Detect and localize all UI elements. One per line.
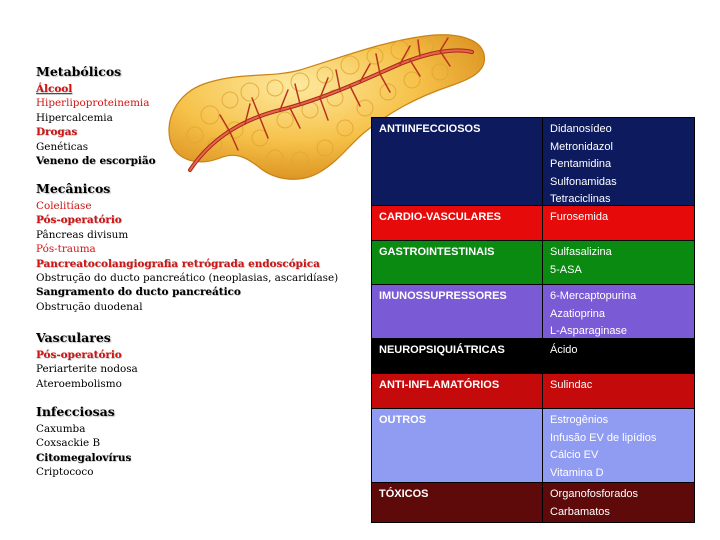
metabolic-group — [36, 64, 156, 168]
drug-name: Organofosforados — [550, 488, 639, 500]
drug-list — [550, 342, 690, 360]
drug-table-row — [372, 206, 694, 241]
drug-category: IMUNOSSUPRESSORES — [379, 290, 507, 302]
vascular-group — [36, 330, 138, 391]
cause-item: Obstrução duodenal — [36, 300, 143, 313]
drug-list — [550, 209, 690, 227]
drug-list — [550, 486, 690, 521]
drug-name: Infusão EV de lipídios — [550, 431, 657, 444]
column-divider — [542, 339, 543, 373]
column-divider — [542, 285, 543, 338]
cause-item: Pós-operatório — [36, 214, 122, 227]
column-divider — [542, 374, 543, 408]
cause-item: Criptococo — [36, 466, 94, 479]
drug-table-row — [372, 118, 694, 206]
drug-name: Cálcio EV — [550, 449, 599, 461]
drug-table-row — [372, 409, 694, 483]
drug-list — [550, 121, 690, 209]
drug-name: Tetraciclinas — [550, 193, 611, 205]
cause-item: Drogas — [36, 126, 78, 139]
metabolic-heading: Metabólicos — [36, 64, 122, 79]
drug-list — [550, 412, 690, 482]
column-divider — [542, 409, 543, 482]
mechanical-heading: Mecânicos — [36, 181, 111, 196]
vascular-heading: Vasculares — [36, 330, 111, 345]
cause-item: Sangramento do ducto pancreático — [36, 286, 241, 299]
cause-item: Colelitíase — [36, 200, 92, 212]
drug-name: L-Asparaginase — [550, 325, 628, 337]
cause-item: Pós-trauma — [36, 243, 96, 256]
drug-list — [550, 244, 690, 279]
drug-table-row — [372, 241, 694, 285]
drug-name: 5-ASA — [550, 263, 582, 276]
drug-category: GASTROINTESTINAIS — [379, 246, 495, 258]
cause-item: Pâncreas divisum — [36, 228, 129, 241]
cause-item: Hipercalcemia — [36, 111, 113, 124]
column-divider — [542, 118, 543, 205]
cause-item: Álcool — [36, 83, 73, 95]
mechanical-group — [36, 181, 338, 314]
cause-item: Citomegalovírus — [36, 451, 132, 464]
drug-name: Vitamina D — [550, 466, 604, 479]
drug-category: TÓXICOS — [379, 488, 429, 500]
drug-table-row — [372, 339, 694, 374]
drug-list — [550, 288, 690, 341]
drug-category: CARDIO-VASCULARES — [379, 211, 502, 223]
drug-table-row — [372, 483, 694, 522]
drug-table — [371, 117, 695, 523]
drug-category: ANTI-INFLAMATÓRIOS — [379, 379, 500, 391]
drug-name: Estrogênios — [550, 414, 609, 426]
column-divider — [542, 241, 543, 284]
cause-item: Veneno de escorpião — [36, 155, 156, 168]
drug-name: Furosemida — [550, 211, 609, 223]
cause-item: Hiperlipoproteinemia — [36, 97, 150, 110]
drug-category: OUTROS — [379, 414, 427, 426]
drug-name: Azatioprina — [550, 307, 606, 320]
infectious-heading: Infecciosas — [36, 404, 115, 419]
drug-category: NEUROPSIQUIÁTRICAS — [379, 344, 505, 356]
drug-name: Sulfonamidas — [550, 175, 617, 188]
cause-item: Ateroembolismo — [36, 377, 122, 390]
drug-name: Metronidazol — [550, 140, 613, 153]
drug-name: Pentamidina — [550, 158, 612, 170]
column-divider — [542, 206, 543, 240]
drug-name: Didanosídeo — [550, 123, 612, 135]
column-divider — [542, 483, 543, 522]
drug-name: Sulfasalizina — [550, 246, 612, 258]
cause-item: Pancreatocolangiografia retrógrada endoscópica — [36, 257, 320, 270]
cause-item: Genéticas — [36, 140, 89, 153]
drug-list — [550, 377, 690, 395]
cause-item: Coxsackie B — [36, 437, 101, 450]
drug-name: 6-Mercaptopurina — [550, 290, 637, 302]
drug-table-row — [372, 285, 694, 339]
drug-table-row — [372, 374, 694, 409]
cause-item: Obstrução do ducto pancreático (neoplasias, ascaridíase) — [36, 272, 339, 285]
cause-item: Periarterite nodosa — [36, 363, 138, 376]
cause-item: Pós-operatório — [36, 349, 122, 361]
infectious-group — [36, 404, 131, 480]
cause-item: Caxumba — [36, 423, 86, 435]
drug-name: Ácido — [550, 344, 578, 356]
drug-name: Carbamatos — [550, 505, 610, 518]
drug-name: Sulindac — [550, 379, 593, 391]
drug-category: ANTIINFECCIOSOS — [379, 123, 481, 135]
